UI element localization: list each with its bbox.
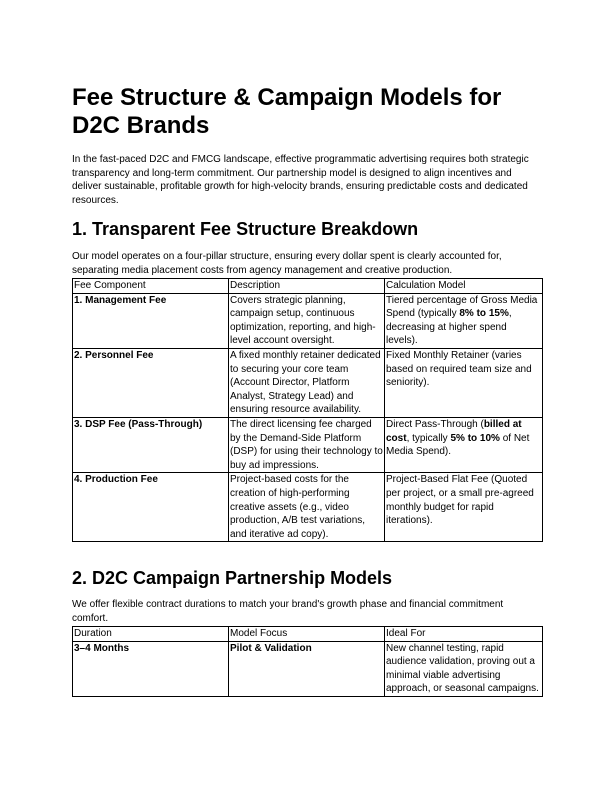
calc-bold: billed at cost [386,418,522,444]
calc-text: Tiered percentage of Gross Media Spend (typically [386,294,538,320]
calc-text: , decreasing at higher spend levels). [386,308,512,347]
calculation-cell: Project-Based Flat Fee (Quoted per project, or a small pre-agreed monthly budget for rapid iterations). [385,473,543,542]
partnership-models-table [72,626,543,697]
calc-bold: 5% to 10% [450,432,500,444]
model-focus-cell: Pilot & Validation [229,641,385,696]
calculation-cell [385,417,543,472]
calc-text: , typically [406,432,451,444]
fee-component-cell: 2. Personnel Fee [73,348,229,417]
section-1-text: Our model operates on a four-pillar structure, ensuring every dollar spent is clearly accounted for, separating media placement costs from agency management and creative production. [72,251,502,276]
calculation-cell [385,293,543,348]
fee-component-cell: 1. Management Fee [73,293,229,348]
duration-cell: 3–4 Months [73,641,229,696]
header-model-focus: Model Focus [229,627,385,642]
description-cell: Project-based costs for the creation of high-performing creative assets (e.g., video production, A/B test variations, and iterative ad copy). [229,473,385,542]
fee-structure-table [72,278,543,542]
description-cell: The direct licensing fee charged by the Demand-Side Platform (DSP) for using their technology to buy ad impressions. [229,417,385,472]
calc-bold: 8% to 15% [459,308,509,320]
table-row [73,417,543,472]
section-2-heading: 2. D2C Campaign Partnership Models [72,568,393,588]
calc-text: of Net Media Spend). [386,432,530,458]
header-ideal-for: Ideal For [385,627,543,642]
section-2-text: We offer flexible contract durations to match your brand's growth phase and financial commitment comfort. [72,599,504,624]
table-row [73,293,543,348]
table-header-row [73,279,543,294]
table-header-row [73,627,543,642]
calc-text: Direct Pass-Through ( [386,418,484,430]
table-row [73,641,543,696]
description-cell: A fixed monthly retainer dedicated to securing your core team (Account Director, Platform Analyst, Strategy Lead) and ensuring resource availability. [229,348,385,417]
fee-component-cell: 4. Production Fee [73,473,229,542]
calculation-cell: Fixed Monthly Retainer (varies based on required team size and seniority). [385,348,543,417]
section-1-heading: 1. Transparent Fee Structure Breakdown [72,219,419,239]
page-title: Fee Structure & Campaign Models for D2C Brands [72,84,502,139]
header-fee-component: Fee Component [73,279,229,294]
header-calculation-model: Calculation Model [385,279,543,294]
fee-component-cell: 3. DSP Fee (Pass-Through) [73,417,229,472]
table-row [73,348,543,417]
description-cell: Covers strategic planning, campaign setup, continuous optimization, reporting, and high-level account oversight. [229,293,385,348]
header-duration: Duration [73,627,229,642]
intro-paragraph: In the fast-paced D2C and FMCG landscape, effective programmatic advertising requires both strategic transparency and long-term commitment. Our partnership model is designed to align incentives and deliver sustainable, profitable growth for high-velocity brands, ensuring predictable costs and dedicated resources. [72,154,529,206]
header-description: Description [229,279,385,294]
table-row [73,473,543,542]
ideal-for-cell: New channel testing, rapid audience validation, proving out a minimal viable advertising approach, or seasonal campaigns. [385,641,543,696]
